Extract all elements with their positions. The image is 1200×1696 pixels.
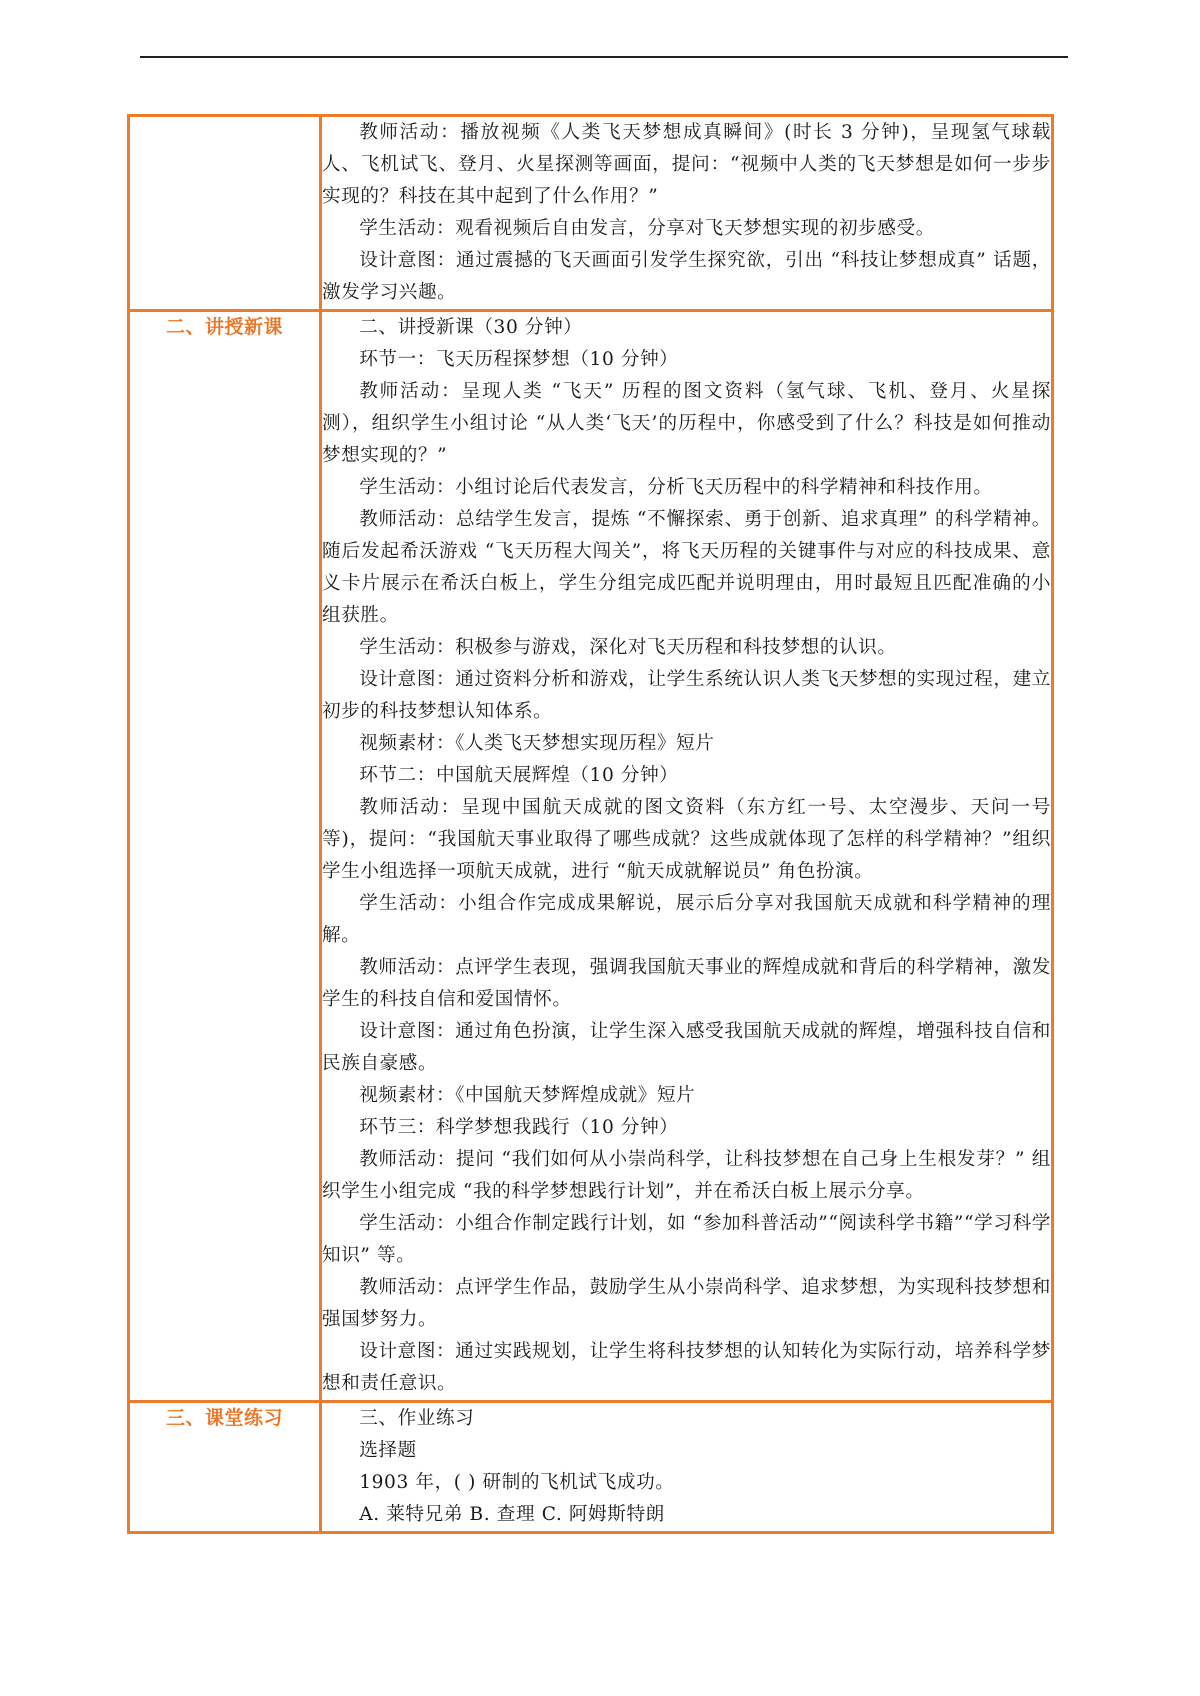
paragraph: 教师活动：提问 “我们如何从小崇尚科学，让科技梦想在自己身上生根发芽？” 组织学生小组完成 “我的科学梦想践行计划”，并在希沃白板上展示分享。	[322, 1149, 1051, 1202]
paragraph: 学生活动：小组合作制定践行计划，如 “参加科普活动”“阅读科学书籍”“学习科学知识” 等。	[322, 1213, 1051, 1266]
table-row	[129, 116, 1053, 311]
paragraph: 环节二：中国航天展辉煌（10 分钟）	[359, 765, 679, 786]
table-row	[129, 1402, 1053, 1533]
table-row	[129, 311, 1053, 1402]
lesson-plan-table	[127, 114, 1054, 1534]
paragraph: 视频素材：《人类飞天梦想实现历程》短片	[359, 733, 715, 754]
paragraph: 教师活动：点评学生表现，强调我国航天事业的辉煌成就和背后的科学精神，激发学生的科技自信和爱国情怀。	[322, 957, 1051, 1010]
paragraph: 1903 年，( ) 研制的飞机试飞成功。	[359, 1472, 675, 1493]
paragraph: 设计意图：通过震撼的飞天画面引发学生探究欲，引出 “科技让梦想成真” 话题，激发学习兴趣。	[322, 250, 1051, 303]
paragraph: 视频素材：《中国航天梦辉煌成就》短片	[359, 1085, 696, 1106]
paragraph: 设计意图：通过资料分析和游戏，让学生系统认识人类飞天梦想的实现过程，建立初步的科技梦想认知体系。	[322, 669, 1051, 722]
paragraph: 设计意图：通过实践规划，让学生将科技梦想的认知转化为实际行动，培养科学梦想和责任意识。	[322, 1341, 1051, 1394]
paragraph: 教师活动：呈现人类 “飞天” 历程的图文资料（氢气球、飞机、登月、火星探测），组织学生小组讨论 “从人类‘飞天’的历程中，你感受到了什么？科技是如何推动梦想实现的？”	[322, 381, 1051, 466]
paragraph: 环节一：飞天历程探梦想（10 分钟）	[359, 349, 679, 370]
paragraph: 教师活动：呈现中国航天成就的图文资料（东方红一号、太空漫步、天问一号等)，提问：“我国航天事业取得了哪些成就？这些成就体现了怎样的科学精神？”组织学生小组选择一项航天成就，进行 “航天成就解说员” 角色扮演。	[322, 797, 1051, 882]
paragraph: 环节三：科学梦想我践行（10 分钟）	[359, 1117, 679, 1138]
section-label: 三、课堂练习	[129, 1402, 321, 1533]
section-content	[321, 116, 1053, 311]
paragraph: A. 莱特兄弟 B. 查理 C. 阿姆斯特朗	[359, 1504, 665, 1525]
paragraph: 三、作业练习	[359, 1408, 475, 1429]
paragraph: 教师活动：播放视频《人类飞天梦想成真瞬间》(时长 3 分钟)，呈现氢气球载人、飞机试飞、登月、火星探测等画面，提问：“视频中人类的飞天梦想是如何一步步实现的？科技在其中起到了什么作用？”	[322, 122, 1051, 207]
paragraph: 设计意图：通过角色扮演，让学生深入感受我国航天成就的辉煌，增强科技自信和民族自豪感。	[322, 1021, 1051, 1074]
paragraph: 选择题	[359, 1440, 417, 1461]
section-content	[321, 311, 1053, 1402]
paragraph: 学生活动：积极参与游戏，深化对飞天历程和科技梦想的认识。	[359, 637, 897, 658]
paragraph: 二、讲授新课（30 分钟）	[359, 317, 583, 338]
section-label	[129, 116, 321, 311]
paragraph: 教师活动：点评学生作品，鼓励学生从小崇尚科学、追求梦想，为实现科技梦想和强国梦努力。	[322, 1277, 1051, 1330]
header-rule	[140, 56, 1068, 58]
section-content	[321, 1402, 1053, 1533]
paragraph: 学生活动：观看视频后自由发言，分享对飞天梦想实现的初步感受。	[359, 218, 936, 239]
paragraph: 教师活动：总结学生发言，提炼 “不懈探索、勇于创新、追求真理” 的科学精神。随后发起希沃游戏 “飞天历程大闯关”，将飞天历程的关键事件与对应的科技成果、意义卡片展示在希沃白板上，学生分组完成匹配并说明理由，用时最短且匹配准确的小组获胜。	[322, 509, 1051, 626]
section-label: 二、讲授新课	[129, 311, 321, 1402]
paragraph: 学生活动：小组讨论后代表发言，分析飞天历程中的科学精神和科技作用。	[359, 477, 993, 498]
paragraph: 学生活动：小组合作完成成果解说，展示后分享对我国航天成就和科学精神的理解。	[322, 893, 1051, 946]
